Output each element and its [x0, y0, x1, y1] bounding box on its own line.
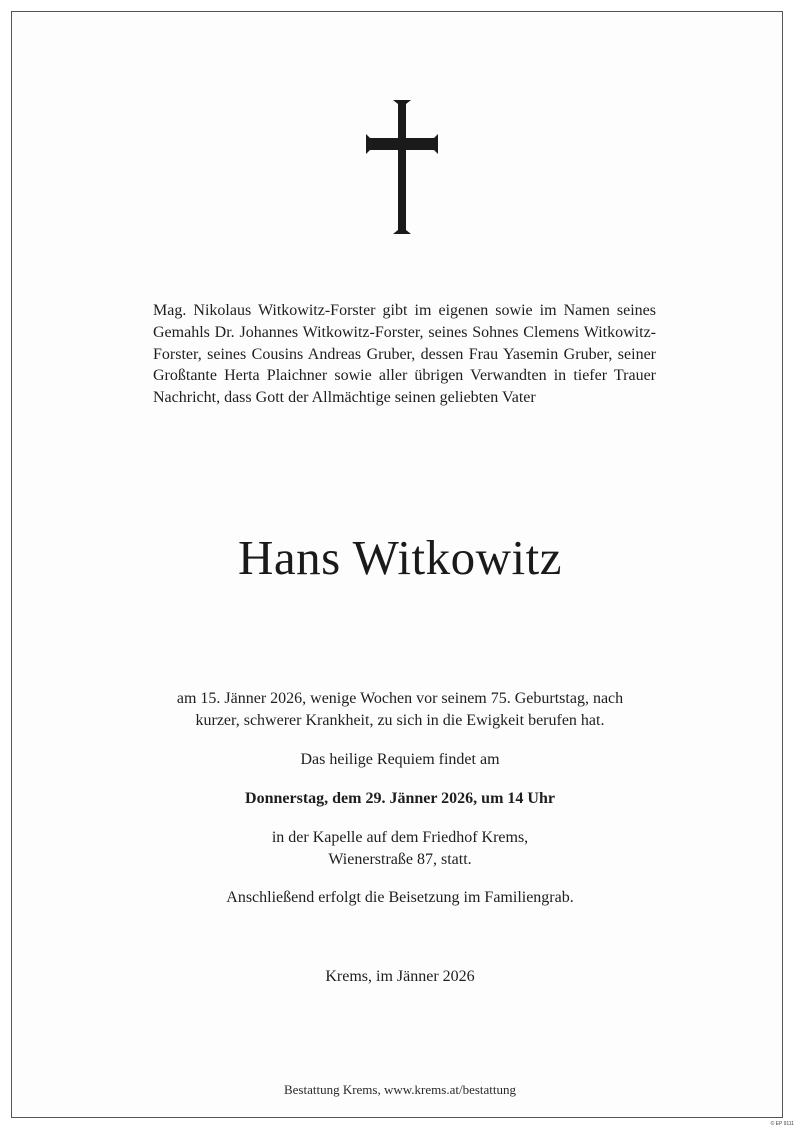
- death-text-line-1: am 15. Jänner 2026, wenige Wochen vor seinem 75. Geburtstag, nach: [176, 690, 624, 707]
- burial-note: Anschließend erfolgt die Beisetzung im Familiengrab.: [226, 889, 574, 906]
- intro-paragraph: Mag. Nikolaus Witkowitz-Forster gibt im eigenen sowie im Namen seines Gemahls Dr. Johannes Witkowitz-Forster, seines Sohnes Clemens Witkowitz-Forster, seines Cousins Andreas Gruber, dessen Frau Yasemin Gruber, seiner Großtante Herta Plaichner sowie aller übrigen Verwandten in tiefer Trauer Nachricht, dass Gott der Allmächtige seinen geliebten Vater: [153, 302, 656, 407]
- requiem-intro: Das heilige Requiem findet am: [300, 751, 500, 768]
- cross-icon: [362, 98, 442, 238]
- print-code: © EP 9111: [770, 1121, 794, 1127]
- deceased-name: Hans Witkowitz: [238, 530, 562, 585]
- funeral-home-footer: Bestattung Krems, www.krems.at/bestattung: [283, 1082, 517, 1097]
- location-line-2: Wienerstraße 87, statt.: [328, 850, 472, 868]
- place-date: Krems, im Jänner 2026: [325, 968, 475, 985]
- death-text-line-2: kurzer, schwerer Krankheit, zu sich in die Ewigkeit berufen hat.: [195, 711, 605, 729]
- death-announcement: [0, 688, 800, 732]
- location-line-1: in der Kapelle auf dem Friedhof Krems,: [271, 829, 529, 846]
- requiem-location: [0, 827, 800, 871]
- requiem-datetime: Donnerstag, dem 29. Jänner 2026, um 14 Uhr: [245, 790, 555, 807]
